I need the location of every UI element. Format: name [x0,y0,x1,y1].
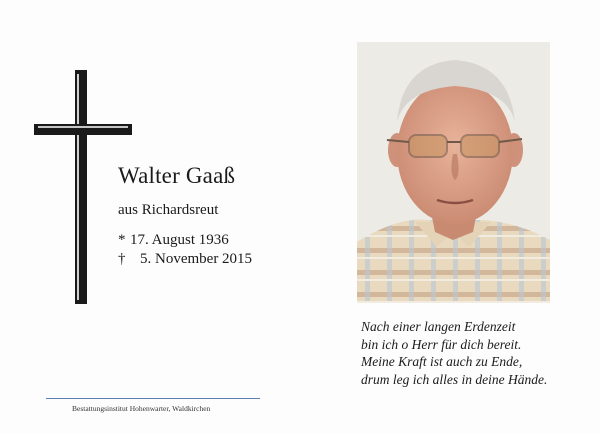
death-date-row [118,251,252,268]
death-date: 5. November 2015 [140,251,253,267]
funeral-home-credit: Bestattungsinstitut Hohenwarter, Waldkirchen [72,404,211,413]
poem-line: bin ich o Herr für dich bereit. [361,336,522,352]
hometown: aus Richardsreut [118,202,219,218]
poem-line: Meine Kraft ist auch zu Ende, [361,354,523,369]
birth-symbol: * [118,232,126,248]
portrait-image [357,42,550,303]
birth-date: 17. August 1936 [130,232,229,248]
deceased-name: Walter Gaaß [118,163,236,188]
poem-line: Nach einer langen Erdenzeit [361,319,516,334]
poem-line: drum leg ich alles in deine Hände. [361,371,548,387]
portrait-photo [357,42,550,303]
footer-divider [46,398,260,399]
memorial-poem [361,318,547,388]
birth-date-row [118,232,229,249]
death-symbol: † [118,251,126,267]
